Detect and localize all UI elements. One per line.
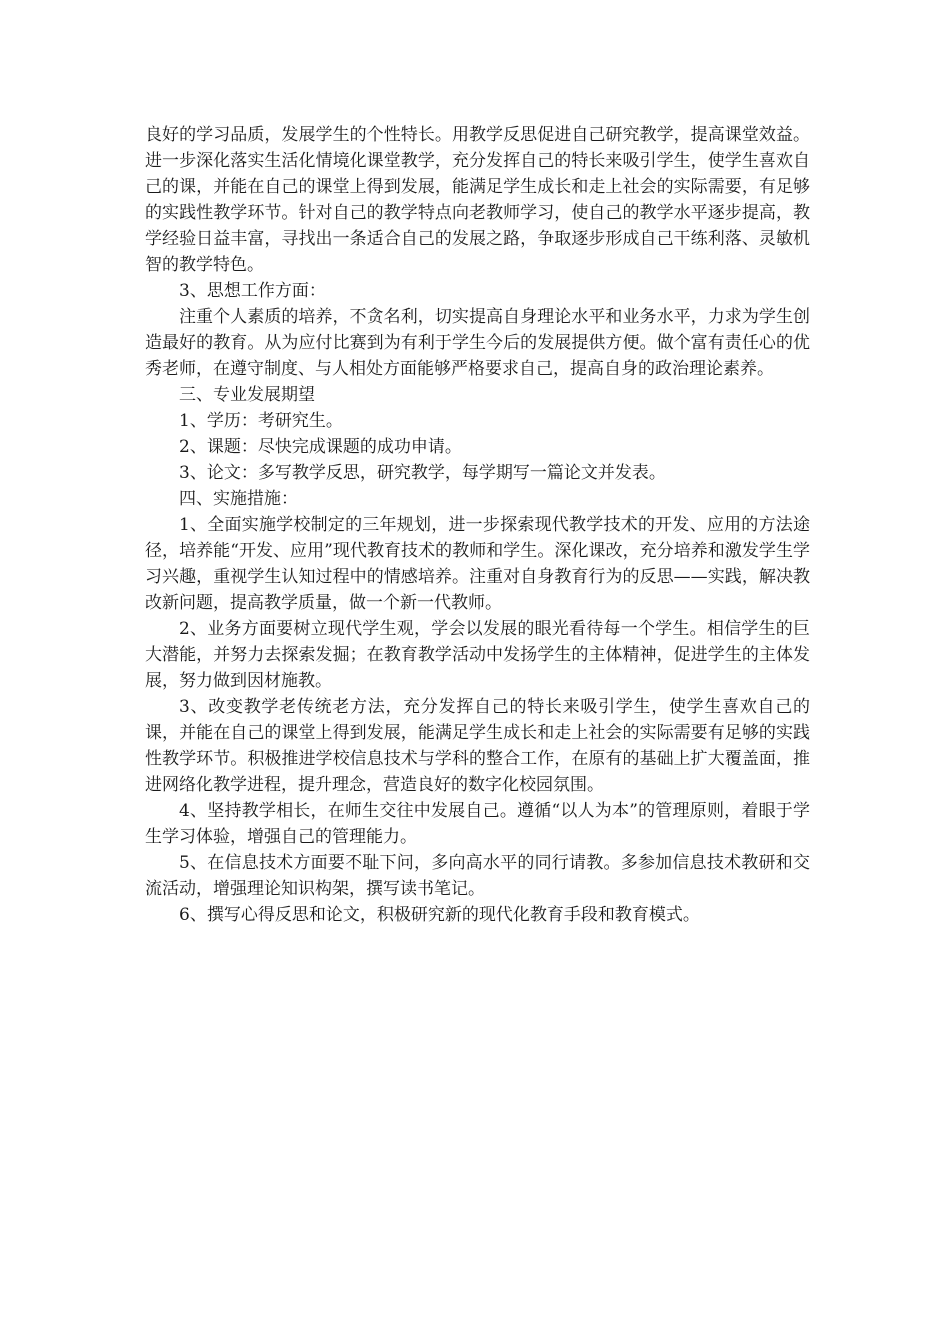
measure-6: 6、撰写心得反思和论文，积极研究新的现代化教育手段和教育模式。 [179,905,700,925]
heading-professional-expectations: 三、专业发展期望 [179,385,315,405]
paragraph-thought-work: 注重个人素质的培养，不贪名利，切实提高自身理论水平和业务水平，力求为学生创造最好的教育。从为应付比赛到为有利于学生今后的发展提供方便。做个富有责任心的优秀老师，在遵守制度、与人相处方面能够严格要求自己，提高自身的政治理论素养。 [145,307,810,379]
heading-thought-work: 3、思想工作方面： [179,281,326,301]
paragraph-continuation: 良好的学习品质，发展学生的个性特长。用教学反思促进自己研究教学，提高课堂效益。进一步深化落实生活化情境化课堂教学，充分发挥自己的特长来吸引学生，使学生喜欢自己的课，并能在自己的课堂上得到发展，能满足学生成长和走上社会的实际需要，有足够的实践性教学环节。针对自己的教学特点向老教师学习，使自己的教学水平逐步提高，教学经验日益丰富，寻找出一条适合自己的发展之路，争取逐步形成自己干练利落、灵敏机智的教学特色。 [145,125,810,275]
measure-5: 5、在信息技术方面要不耻下问，多向高水平的同行请教。多参加信息技术教研和交流活动，增强理论知识构架，撰写读书笔记。 [145,853,810,899]
measure-1: 1、全面实施学校制定的三年规划，进一步探索现代教学技术的开发、应用的方法途径，培养能“开发、应用”现代教育技术的教师和学生。深化课改，充分培养和激发学生学习兴趣，重视学生认知过程中的情感培养。注重对自身教育行为的反思——实践，解决教改新问题，提高教学质量，做一个新一代教师。 [145,515,810,613]
heading-implementation-measures: 四、实施措施： [179,489,298,509]
item-papers: 3、论文：多写教学反思，研究教学，每学期写一篇论文并发表。 [179,463,666,483]
measure-4: 4、坚持教学相长，在师生交往中发展自己。遵循“以人为本”的管理原则，着眼于学生学习体验，增强自己的管理能力。 [145,801,810,847]
document-body [145,122,810,928]
measure-2: 2、业务方面要树立现代学生观，学会以发展的眼光看待每一个学生。相信学生的巨大潜能，并努力去探索发掘；在教育教学活动中发扬学生的主体精神，促进学生的主体发展，努力做到因材施教。 [145,619,810,691]
item-research-topic: 2、课题：尽快完成课题的成功申请。 [179,437,462,457]
item-education: 1、学历：考研究生。 [179,411,343,431]
measure-3: 3、改变教学老传统老方法，充分发挥自己的特长来吸引学生，使学生喜欢自己的课，并能在自己的课堂上得到发展，能满足学生成长和走上社会的实际需要有足够的实践性教学环节。积极推进学校信息技术与学科的整合工作，在原有的基础上扩大覆盖面，推进网络化教学进程，提升理念，营造良好的数字化校园氛围。 [145,697,810,795]
